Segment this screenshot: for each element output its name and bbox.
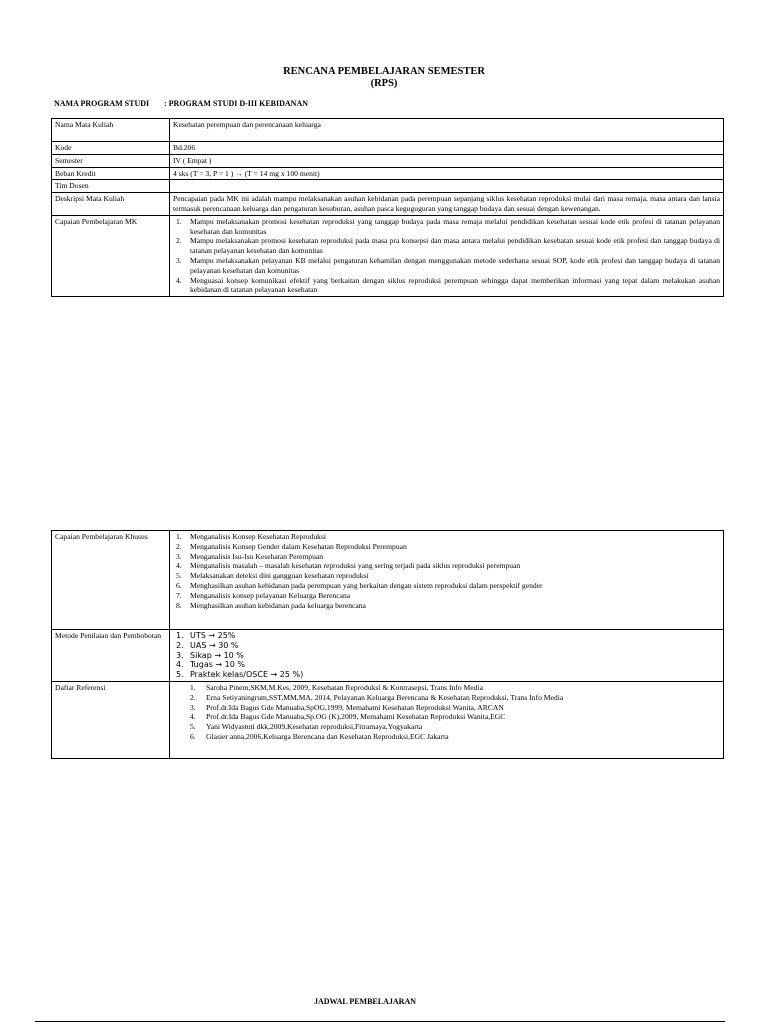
list-item-text: Tugas → 10 % xyxy=(190,660,246,670)
document-title xyxy=(0,66,768,90)
list-item-text: Prof.dr.Ida Bagus Gde Manuaba,SpOG,1999, Memahami Kesehatan Reproduksi Wanita, ARCAN xyxy=(206,702,504,712)
list-item-number: 5. xyxy=(176,670,184,680)
list-item-number: 4. xyxy=(176,561,182,571)
list-item-text: Sikap → 10 % xyxy=(190,650,244,660)
description-value: Pencapaian pada MK ini adalah mampu melaksanakan asuhan kebidanan pada perempuan sepanjang siklus kesehatan reproduksi mulai dari masa remaja, masa antara dan lansia termasuk perencanaan keluarga dan pengaturan kesuburan, asuhan pasca keguguguran yang tanggap budaya dan sesuai dengan kewenangan. xyxy=(170,193,724,216)
course-outcomes-list xyxy=(173,217,720,295)
list-item-number: 1. xyxy=(176,631,184,640)
list-item-number: 3. xyxy=(190,702,196,712)
list-item-text: Menganalisis masalah – masalah kesehatan reproduksi yang sering terjadi pada siklus reproduksi perempuan xyxy=(190,561,521,571)
list-item-text: Mampu melaksanakan pelayanan KB melalui pengaturan kehamilan dengan menggunakan metode sederhana sesuai SOP, kode etik profesi dan tanggap budaya di tatanan pelayanan kesehatan dan komunitas xyxy=(190,255,720,275)
list-item-text: Melaksanakan deteksi dini gangguan kesehatan reproduksi xyxy=(190,571,369,581)
title-line-1: RENCANA PEMBELAJARAN SEMESTER xyxy=(283,66,485,77)
list-item xyxy=(173,703,720,713)
list-item-text: Menganalisis Konsep Kesehatan Reproduksi xyxy=(190,532,327,541)
list-item-number: 4. xyxy=(176,275,182,285)
lecturer-team-label: Tim Dosen xyxy=(52,180,170,193)
list-item-number: 3. xyxy=(176,255,182,265)
list-item-text: Yani Widyastuti dkk,2009,Kesehatan reproduksi,Fitramaya,Yogyakarta xyxy=(206,722,423,732)
list-item xyxy=(173,683,720,693)
program-study-value: : PROGRAM STUDI D-III KEBIDANAN xyxy=(164,99,309,108)
references-list xyxy=(173,683,720,742)
list-item-text: UAS → 30 % xyxy=(190,640,239,650)
list-item xyxy=(173,732,720,742)
table-row xyxy=(52,167,724,180)
list-item-number: 2. xyxy=(176,640,184,650)
course-details-table xyxy=(51,530,724,759)
assessment-label: Metode Penilaian dan Pembobotan xyxy=(52,630,170,682)
list-item xyxy=(173,236,720,256)
list-item xyxy=(173,532,720,542)
table-row xyxy=(52,119,724,142)
assessment-list xyxy=(173,631,720,680)
list-item-text: UTS → 25% xyxy=(190,631,236,640)
list-item xyxy=(173,601,720,611)
semester-value: IV ( Empat ) xyxy=(170,154,724,167)
divider xyxy=(35,1021,725,1022)
list-item-text: Menghasilkan asuhan kebidanan pada keluarga berencana xyxy=(190,600,366,610)
table-row xyxy=(52,154,724,167)
specific-outcomes-value xyxy=(170,531,724,630)
list-item-number: 5. xyxy=(176,571,182,581)
table-row xyxy=(52,630,724,682)
list-item-text: Glasier anna,2006,Keluarga Berencana dan Kesehatan Reproduksi,EGC Jakarta xyxy=(206,731,449,741)
schedule-heading: JADWAL PEMBELAJARAN xyxy=(313,997,416,1006)
list-item-number: 5. xyxy=(190,722,196,732)
program-study-line xyxy=(54,99,308,108)
semester-label: Semester xyxy=(52,154,170,167)
list-item xyxy=(173,591,720,601)
list-item-number: 2. xyxy=(176,541,182,551)
list-item xyxy=(173,651,720,661)
table-row xyxy=(52,681,724,758)
table-row xyxy=(52,180,724,193)
list-item-number: 3. xyxy=(176,650,184,660)
list-item xyxy=(173,542,720,552)
list-item xyxy=(173,276,720,296)
list-item xyxy=(173,722,720,732)
references-value xyxy=(170,681,724,758)
code-label: Kode xyxy=(52,142,170,155)
list-item xyxy=(173,641,720,651)
list-item-number: 1. xyxy=(176,532,182,541)
list-item xyxy=(173,217,720,237)
list-item xyxy=(173,693,720,703)
list-item-number: 1. xyxy=(190,682,196,692)
list-item xyxy=(173,552,720,562)
list-item-text: Mampu melaksanakan promosi kesehatan reproduksi pada masa pra konsepsi dan masa antara melalui pendidikan kesehatan sesuai kode etik profesi dan tanggap budaya di tatanan pelayanan kesehatan dan komunitas xyxy=(190,236,720,256)
table-row xyxy=(52,142,724,155)
list-item-text: Menganalisis konsep pelayanan Keluarga Berencana xyxy=(190,590,351,600)
list-item-text: Menganalisis Isu-Isu Kesehatan Perempuan xyxy=(190,551,324,561)
list-item-number: 4. xyxy=(190,712,196,722)
list-item xyxy=(173,631,720,641)
list-item xyxy=(173,256,720,276)
specific-outcomes-label: Capaian Pembelajaran Khusus xyxy=(52,531,170,630)
list-item-text: Menghasilkan asuhan kebidanan pada perempuan yang berkaitan dengan sistem reproduksi dalam perspektif gender xyxy=(190,580,543,590)
list-item-number: 3. xyxy=(176,551,182,561)
table-row xyxy=(52,215,724,296)
list-item-number: 2. xyxy=(176,236,182,246)
list-item xyxy=(173,581,720,591)
list-item-text: Erna Setiyaningrum,SST,MM,MA, 2014, Pelayanan Keluarga Berencana & Kesehatan Reproduksi, Trans Info Media xyxy=(206,692,564,702)
assessment-value xyxy=(170,630,724,682)
list-item xyxy=(173,712,720,722)
list-item-text: Menguasai konsep komunikasi efektif yang berkaitan dengan siklus reproduksi perempuan sehingga dapat memberikan informasi yang tepat dalam melakukan asuhan kebidanan di tatanan pelayanan kesehatan xyxy=(190,275,720,295)
credit-load-label: Beban Kredit xyxy=(52,167,170,180)
list-item xyxy=(173,571,720,581)
credit-load-value: 4 sks (T = 3, P = 1 ) → (T = 14 mg x 100 menit) xyxy=(170,167,724,180)
course-info-table xyxy=(51,118,724,297)
list-item-text: Prof.dr.Ida Bagus Gde Manuaba,Sp.OG (K),2009, Memahami Kesehatan Reproduksi Wanita,EGC xyxy=(206,712,506,722)
program-study-label: NAMA PROGRAM STUDI xyxy=(54,99,150,108)
course-outcomes-label: Capaian Pembelajaran MK xyxy=(52,215,170,296)
table-row xyxy=(52,531,724,630)
list-item-text: Saroha Pinem,SKM,M.Kes, 2009, Kesehatan Reproduksi & Kontrasepsi, Trans Info Media xyxy=(206,682,483,692)
list-item xyxy=(173,561,720,571)
course-outcomes-value xyxy=(170,215,724,296)
description-label: Deskripsi Mata Kuliah xyxy=(52,193,170,216)
lecturer-team-value xyxy=(170,180,724,193)
list-item-number: 7. xyxy=(176,590,182,600)
course-name-value: Kesehatan perempuan dan perencanaan keluarga xyxy=(170,119,724,142)
references-label: Daftar Referensi xyxy=(52,681,170,758)
list-item xyxy=(173,670,720,680)
list-item-text: Menganalisis Konsep Gender dalam Kesehatan Reproduksi Perempuan xyxy=(190,541,407,551)
list-item-text: Mampu melaksanakan promosi kesehatan reproduksi yang tanggap budaya pada masa remaja melalui pendidikan kesehatan sesuai kode etik profesi di tatanan pelayanan kesehatan dan komunitas xyxy=(190,216,720,236)
list-item-number: 2. xyxy=(190,692,196,702)
list-item-number: 6. xyxy=(176,580,182,590)
list-item-number: 6. xyxy=(190,731,196,741)
table-row xyxy=(52,193,724,216)
list-item-number: 8. xyxy=(176,600,182,610)
title-line-2: (RPS) xyxy=(370,78,398,89)
list-item-text: Praktek kelas/OSCE → 25 %) xyxy=(190,670,304,680)
list-item xyxy=(173,660,720,670)
list-item-number: 1. xyxy=(176,216,182,226)
course-name-label: Nama Mata Kuliah xyxy=(52,119,170,142)
list-item-number: 4. xyxy=(176,660,184,670)
specific-outcomes-list xyxy=(173,532,720,610)
code-value: Bd.206 xyxy=(170,142,724,155)
